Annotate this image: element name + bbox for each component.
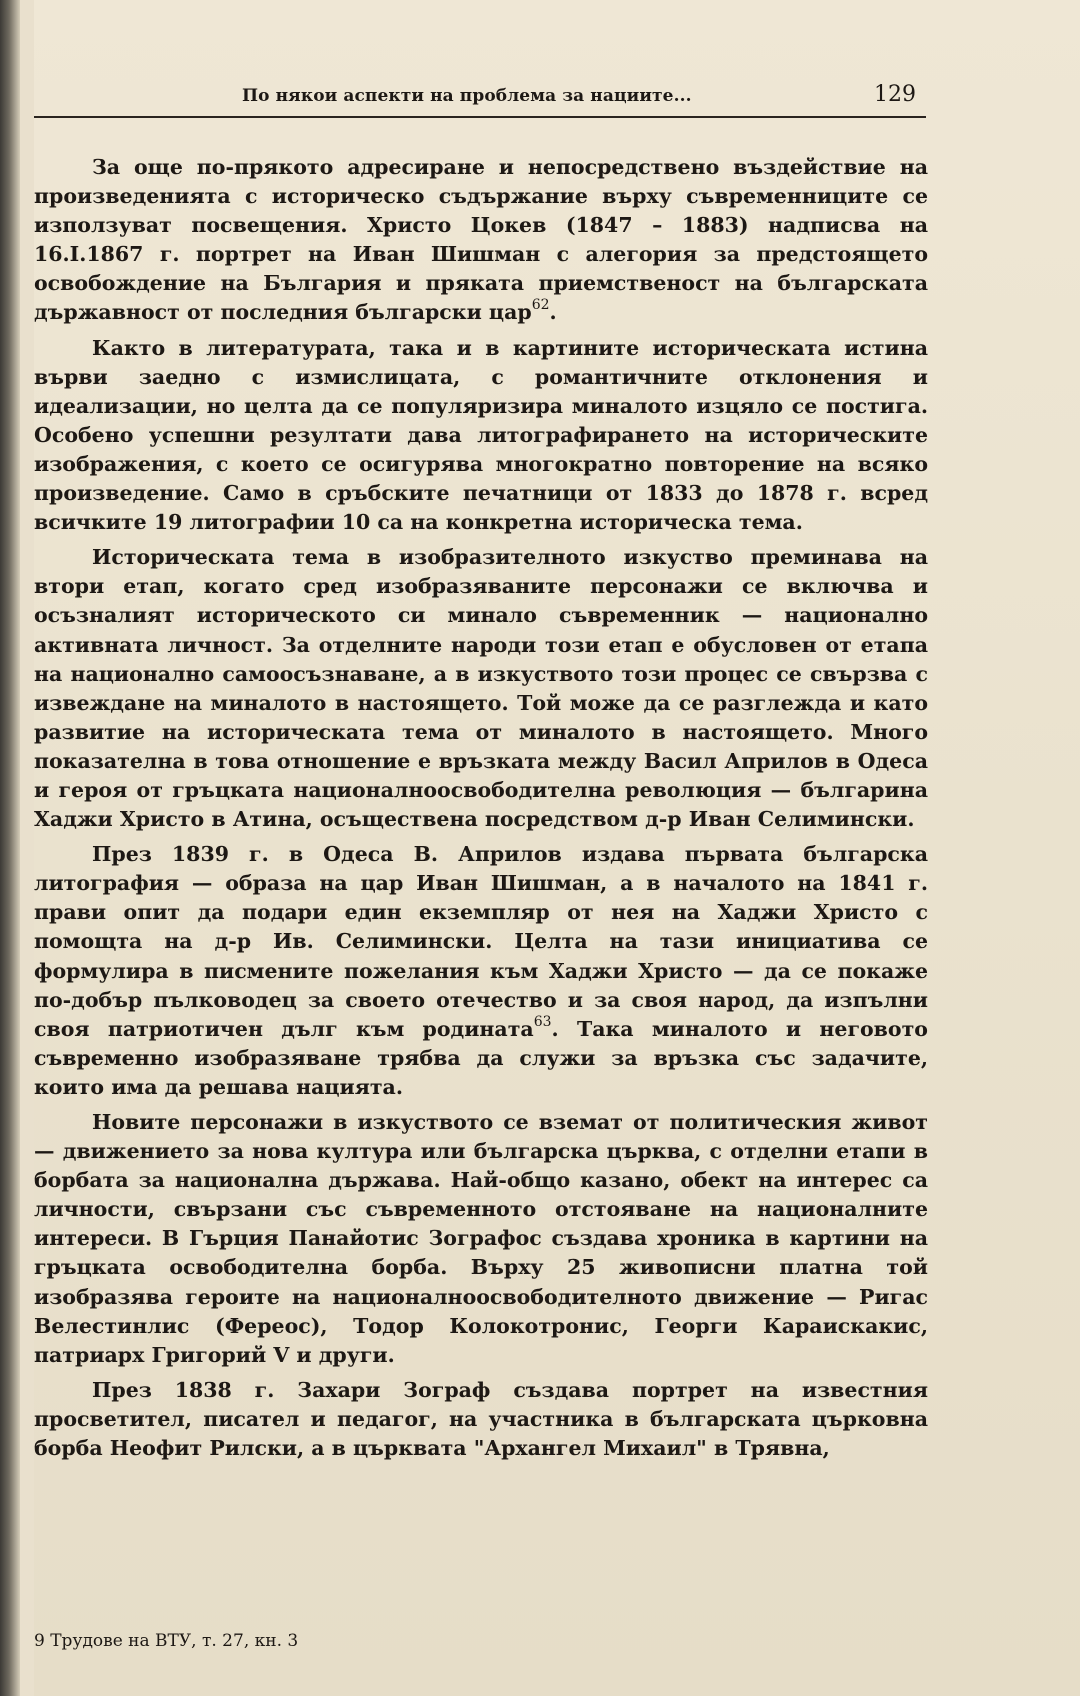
book-binding-shadow (0, 0, 20, 1696)
paragraph-1-text: За още по-прякото адресиране и непосредствено въздействие на произведенията с историческо съдържание върху съвременниците се използуват посвещения. Христо Цокев (1847 – 1883) надписва на 16.I.1867 г. портрет на Иван Шишман с алегория за предстоящето освобождение на България и пряката приемственост на българската държавност от последния български цар (34, 155, 928, 325)
book-page (34, 0, 1080, 1696)
paragraph-2: Както в литературата, така и в картините историческата истина върви заедно с измислицата, с романтичните отклонения и идеализации, но целта да се популяризира миналото изцяло се постига. Особено успешни резултати дава литографирането на историческите изображения, с което се осигурява многократно повторение на всяко произведение. Само в сръбските печатници от 1833 до 1878 г. всред всичките 19 литографии 10 са на конкретна историческа тема. (34, 335, 928, 535)
footnote-ref-63: 63 (533, 1013, 552, 1030)
body-text (34, 153, 928, 1463)
paragraph-1-end: . (549, 300, 557, 325)
header-rule (34, 116, 926, 118)
printer-signature: 9 Трудове на ВТУ, т. 27, кн. 3 (34, 1631, 299, 1651)
footnote-ref-62: 62 (531, 297, 550, 314)
paragraph-4 (34, 840, 928, 1102)
paragraph-5: Новите персонажи в изкуството се вземат от политическия живот — движението за нова култура или българска църква, с отделни етапи в борбата за национална държава. Най-общо казано, обект на интерес са личности, свързани със съвременното отстояване на националните интереси. В Гърция Панайотис Зографос създава хроника в картини на гръцката освободителна борба. Върху 25 живописни платна той изобразява героите на националноосвободителното движение — Ригас Велестинлис (Фереос), Тодор Колокотронис, Георги Караискакис, патриарх Григорий V и други. (34, 1110, 928, 1367)
page-number: 129 (874, 82, 916, 107)
running-head (34, 82, 916, 110)
paragraph-4-end: . Така миналото и неговото съвременно изобразяване трябва да служи за връзка със задачите, които има да решава нацията. (34, 1016, 928, 1099)
paragraph-6: През 1838 г. Захари Зограф създава портрет на известния просветител, писател и педагог, на участника в българската църковна борба Неофит Рилски, а в църквата "Архангел Михаил" в Трявна, (34, 1377, 928, 1461)
paragraph-3: Историческата тема в изобразителното изкуство преминава на втори етап, когато сред изобразяваните персонажи се включва и осъзналият историческото си минало съвременник — национално активната личност. За отделните народи този етап е обусловен от етапа на национално самоосъзнаване, а в изкуството този процес се свързва с извеждане на миналото в настоящето. Той може да се разглежда и като развитие на историческата тема от миналото в настоящето. Много показателна в това отношение е връзката между Васил Априлов в Одеса и героя от гръцката националноосвободителна революция — българина Хаджи Христо в Атина, осъществена посредством д-р Иван Селимински. (34, 545, 928, 832)
paragraph-4-text: През 1839 г. в Одеса В. Априлов издава първата българска литография — образа на цар Иван Шишман, а в началото на 1841 г. прави опит да подари един екземпляр от нея на Хаджи Христо с помощта на д-р Ив. Селимински. Целта на тази инициатива се формулира в писмените пожелания към Хаджи Христо — да се покаже по-добър пълководец за своето отечество и за своя народ, да изпълни своя патриотичен дълг към родината (34, 842, 928, 1041)
running-title: По някои аспекти на проблема за нациите... (242, 86, 692, 106)
paragraph-1 (34, 153, 928, 328)
